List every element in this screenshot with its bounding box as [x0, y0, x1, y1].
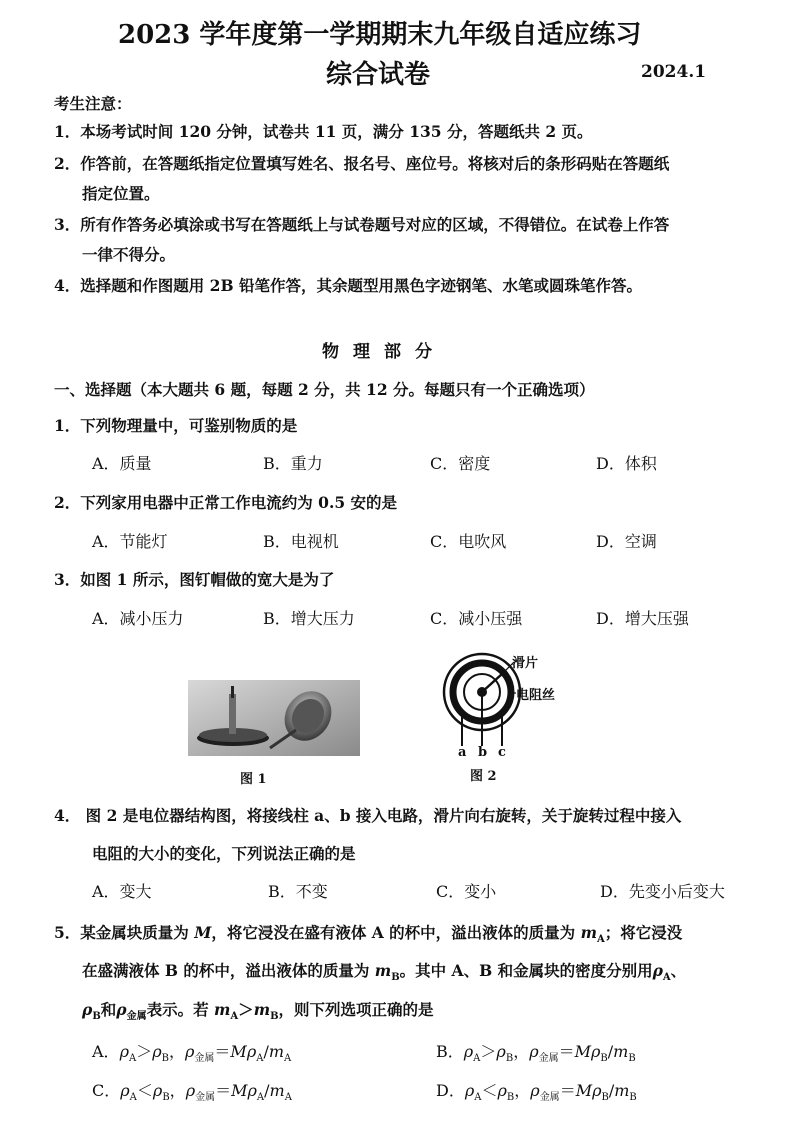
- q5-option-c: [92, 1078, 292, 1103]
- q5-sub: B: [162, 1092, 170, 1104]
- q5-sub: B: [600, 1053, 608, 1065]
- q5-var: m: [253, 1000, 271, 1019]
- q5-sub: A: [256, 1053, 264, 1065]
- q5-sub: A: [596, 934, 605, 946]
- q4-stem-line1: 4． 图 2 是电位器结构图，将接线柱 a、b 接入电路，滑片向右旋转，关于旋转过程中接入: [54, 806, 682, 825]
- q5-text: 表示。若: [146, 1000, 214, 1019]
- q5-sub: A: [284, 1092, 292, 1104]
- q4-option-b: B．不变: [268, 882, 328, 901]
- q5-var: ρ: [152, 1042, 162, 1061]
- notice-heading: 考生注意：: [54, 94, 132, 113]
- q5-sub: 金属: [194, 1053, 215, 1065]
- q5-var: M: [575, 1081, 593, 1100]
- q5-var: M: [574, 1042, 592, 1061]
- q5-var: m: [580, 923, 597, 942]
- q5-sub: A: [474, 1092, 482, 1104]
- q1-option-d: D．体积: [596, 454, 657, 473]
- q5-var: m: [613, 1042, 629, 1061]
- q5-var: ρ: [530, 1081, 540, 1100]
- q5-op: ＝: [559, 1081, 576, 1100]
- q5-option-a: [92, 1039, 291, 1064]
- q5-var: ρ: [82, 1000, 93, 1019]
- q5-op: ＜: [136, 1081, 153, 1100]
- q5-op: /: [263, 1042, 269, 1061]
- q5-stem-line2: [82, 959, 686, 983]
- q5-sub: B: [270, 1011, 279, 1023]
- q5-var: ρ: [247, 1081, 257, 1100]
- q5-op: ＞: [480, 1042, 497, 1061]
- q5-var: m: [269, 1081, 285, 1100]
- q1-stem: 1．下列物理量中，可鉴别物质的是: [54, 416, 298, 435]
- terminal-b: b: [478, 745, 488, 760]
- q5-sub: B: [628, 1053, 636, 1065]
- q5-sub: B: [391, 972, 400, 984]
- q5-text: 在盛满液体 B 的杯中，溢出液体的质量为: [82, 961, 375, 980]
- q5-var: m: [268, 1042, 285, 1061]
- q5-sub: B: [506, 1092, 515, 1104]
- q3-option-c: C．减小压强: [430, 609, 523, 628]
- q5-var: ρ: [246, 1042, 257, 1061]
- q5-op: ＝: [558, 1042, 575, 1061]
- q5-sub: A: [129, 1092, 137, 1104]
- q5-text: 和: [100, 1000, 117, 1019]
- q5-text: ；将它浸没: [604, 923, 683, 942]
- q5-sub: 金属: [538, 1053, 559, 1065]
- q5-sub: B: [92, 1011, 101, 1023]
- q5-op: /: [607, 1042, 614, 1061]
- label-slider: 滑片: [512, 656, 539, 671]
- q5-opt-label: B．: [436, 1042, 464, 1061]
- exam-date: 2024.1: [641, 62, 707, 82]
- notice-item-3-cont: 一律不得分。: [82, 245, 176, 264]
- q5-var: m: [614, 1081, 630, 1100]
- q5-var: ρ: [652, 961, 663, 980]
- q5-op: ，: [169, 1081, 186, 1100]
- q2-option-b: B．电视机: [263, 532, 339, 551]
- q5-op: /: [264, 1081, 270, 1100]
- q5-text: ，则下列选项正确的是: [278, 1000, 434, 1019]
- q5-var: ρ: [496, 1042, 506, 1061]
- q3-stem: 3．如图 1 所示，图钉帽做的宽大是为了: [54, 570, 335, 589]
- q5-sub: B: [601, 1092, 609, 1104]
- q5-sub: A: [662, 972, 671, 984]
- q5-var: ρ: [464, 1081, 475, 1100]
- q5-var: ρ: [185, 1042, 195, 1061]
- q3-option-b: B．增大压力: [263, 609, 355, 628]
- q5-var: ρ: [185, 1081, 196, 1100]
- q4-stem-line2: 电阻的大小的变化，下列说法正确的是: [92, 844, 356, 863]
- q5-text: 、: [670, 961, 687, 980]
- q5-op: ＝: [215, 1081, 232, 1100]
- figure-1-thumbtacks: [188, 680, 360, 756]
- q5-text: 5．某金属块质量为: [54, 923, 195, 942]
- q5-op: ＜: [481, 1081, 498, 1100]
- q3-option-d: D．增大压强: [596, 609, 689, 628]
- q5-stem-line1: [54, 921, 682, 945]
- q5-sub: 金属: [126, 1011, 147, 1023]
- q2-option-c: C．电吹风: [430, 532, 507, 551]
- q5-var: m: [374, 961, 392, 980]
- q5-var: M: [231, 1081, 248, 1100]
- q5-var: M: [194, 923, 212, 942]
- q5-opt-label: C．: [92, 1081, 121, 1100]
- q5-opt-label: D．: [436, 1081, 465, 1100]
- q5-op: ＞: [136, 1042, 153, 1061]
- q5-sub: A: [128, 1053, 137, 1065]
- q1-option-a: A．质量: [92, 454, 152, 473]
- q4-option-a: A．变大: [92, 882, 152, 901]
- section-title: 物理部分: [322, 342, 446, 362]
- q5-op: ＝: [214, 1042, 231, 1061]
- thumbtack-illustration: [188, 680, 360, 756]
- notice-item-4: 4．选择题和作图题用 2B 铅笔作答，其余题型用黑色字迹钢笔、水笔或圆珠笔作答。: [54, 276, 642, 295]
- terminal-a: a: [458, 745, 467, 760]
- q5-op: ，: [168, 1042, 185, 1061]
- q5-stem-line3: [82, 998, 434, 1022]
- q5-text: 。其中 A、B 和金属块的密度分别用: [399, 961, 653, 980]
- q5-sub: A: [230, 1011, 239, 1023]
- q5-var: ρ: [120, 1081, 130, 1100]
- notice-item-3: 3．所有作答务必填涂或书写在答题纸上与试卷题号对应的区域，不得错位。在试卷上作答: [54, 215, 670, 234]
- q5-var: m: [214, 1000, 231, 1019]
- q2-option-a: A．节能灯: [92, 532, 168, 551]
- q5-sub: 金属: [539, 1092, 560, 1104]
- q5-sub: B: [629, 1092, 637, 1104]
- q5-sub: A: [284, 1053, 292, 1065]
- q5-option-b: [436, 1039, 636, 1064]
- q5-var: ρ: [592, 1081, 602, 1100]
- q2-option-d: D．空调: [596, 532, 657, 551]
- label-resistance-wire: 电阻丝: [516, 688, 556, 703]
- notice-item-2-cont: 指定位置。: [82, 184, 160, 203]
- q5-sub: B: [161, 1053, 169, 1065]
- q5-op: ，: [513, 1042, 530, 1061]
- q5-text: ，将它浸没在盛有液体 A 的杯中，溢出液体的质量为: [211, 923, 581, 942]
- notice-item-2: 2．作答前，在答题纸指定位置填写姓名、报名号、座位号。将核对后的条形码贴在答题纸: [54, 154, 670, 173]
- q5-var: ρ: [591, 1042, 601, 1061]
- notice-item-1: 1．本场考试时间 120 分钟，试卷共 11 页，满分 135 分，答题纸共 2 页。: [54, 122, 593, 141]
- q5-var: ρ: [116, 1000, 127, 1019]
- q4-option-d: D．先变小后变大: [600, 882, 725, 901]
- q5-sub: A: [473, 1053, 481, 1065]
- part1-heading: 一、选择题（本大题共 6 题，每题 2 分，共 12 分。每题只有一个正确选项）: [54, 380, 595, 399]
- q5-var: M: [230, 1042, 247, 1061]
- q5-op: /: [608, 1081, 615, 1100]
- q2-stem: 2．下列家用电器中正常工作电流约为 0.5 安的是: [54, 493, 398, 512]
- q5-opt-label: A．: [92, 1042, 120, 1061]
- terminal-c: c: [498, 745, 506, 760]
- q5-option-d: [436, 1078, 637, 1103]
- q4-option-c: C．变小: [436, 882, 497, 901]
- q3-option-a: A．减小压力: [92, 609, 184, 628]
- q5-var: ρ: [463, 1042, 474, 1061]
- exam-subtitle: 综合试卷: [326, 60, 431, 90]
- q5-var: ρ: [497, 1081, 507, 1100]
- figure-1-caption: 图 1: [240, 772, 267, 787]
- q5-var: ρ: [529, 1042, 539, 1061]
- q1-option-b: B．重力: [263, 454, 323, 473]
- q5-sub: 金属: [195, 1092, 216, 1104]
- q1-option-c: C．密度: [430, 454, 491, 473]
- q5-var: ρ: [152, 1081, 163, 1100]
- q5-op: ，: [514, 1081, 531, 1100]
- q5-text: ＞: [238, 1000, 254, 1019]
- q5-var: ρ: [119, 1042, 129, 1061]
- q5-sub: A: [256, 1092, 265, 1104]
- figure-2-caption: 图 2: [470, 769, 497, 784]
- exam-title: 2023 学年度第一学期期末九年级自适应练习: [118, 20, 642, 50]
- q5-sub: B: [505, 1053, 514, 1065]
